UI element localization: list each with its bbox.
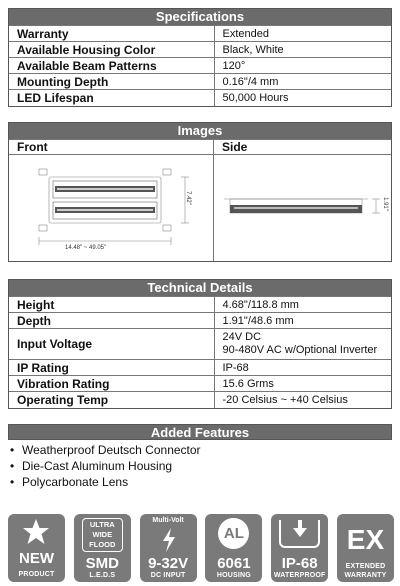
badge-title: EX [346,524,385,555]
specifications-table [9,25,391,106]
list-item: • Die-Cast Aluminum Housing [10,459,173,473]
side-drawing [214,155,392,261]
badge-caption: PRODUCT [18,571,55,578]
feature-text: Die-Cast Aluminum Housing [22,459,173,473]
spec-label: Mounting Depth [9,74,214,90]
tech-label: Depth [9,313,214,329]
spec-label: LED Lifespan [9,90,214,106]
table-row [9,26,391,42]
list-item: • Weatherproof Deutsch Connector [10,443,201,457]
front-label: Front [9,140,214,154]
smd-line2: WIDE [92,530,113,539]
ip68-waterproof-badge [271,514,328,582]
badge-title: SMD [85,555,119,572]
tech-value: IP-68 [214,360,391,376]
specifications-section [8,8,392,107]
extended-warranty-badge [337,514,394,582]
table-row [9,42,391,58]
al-circle: AL [218,518,249,549]
badge-title: 6061 [217,555,251,572]
tech-label: Operating Temp [9,392,214,408]
tech-value: 4.68"/118.8 mm [214,297,391,313]
badges-row [8,514,394,582]
smd-line1: ULTRA [89,520,115,529]
badge-title: 9-32V [148,555,189,572]
spec-label: Available Beam Patterns [9,58,214,74]
tech-value: -20 Celsius ~ +40 Celsius [214,392,391,408]
new-product-badge [8,514,65,582]
technical-table [9,296,391,408]
badge-title: IP-68 [281,555,318,572]
side-view-drawing [214,155,392,262]
voltage-dc: 24V DC [222,331,262,343]
smd-leds-badge [74,514,131,582]
tech-label: Height [9,297,214,313]
table-row [9,329,391,360]
technical-header: Technical Details [9,280,391,296]
images-section [8,122,392,262]
front-height-dimension: 7.42" [184,191,191,205]
tech-label: Vibration Rating [9,376,214,392]
table-row [9,74,391,90]
badge-caption: HOUSING [216,572,251,579]
lightning-icon [161,528,177,552]
tech-label: Input Voltage [9,329,214,360]
down-arrow-icon [293,520,307,538]
badge-caption: WATERPROOF [273,572,326,579]
front-view-drawing [9,155,213,262]
technical-section [8,279,392,409]
spec-value: 0.16"/4 mm [214,74,391,90]
ultra-wide-flood-box [82,518,123,552]
features-list [8,442,392,490]
spec-value: 120° [214,58,391,74]
specifications-header: Specifications [9,9,391,25]
badge-top-label: Multi-Volt [152,517,184,524]
features-header: Added Features [8,424,392,440]
tech-value: 1.91"/48.6 mm [214,313,391,329]
features-section [8,424,392,490]
smd-line3: FLOOD [89,540,116,549]
table-row [9,90,391,106]
badge-title: NEW [19,550,54,567]
multi-volt-badge [140,514,197,582]
table-row [9,297,391,313]
table-row [9,313,391,329]
star-icon [21,518,51,546]
badge-caption: L.E.D.S [89,572,116,579]
tech-value [214,329,391,360]
spec-value: Black, White [214,42,391,58]
badge-caption: DC INPUT [150,572,186,579]
list-item: • Polycarbonate Lens [10,475,129,489]
table-row [9,392,391,408]
spec-label: Warranty [9,26,214,42]
table-row [9,360,391,376]
spec-label: Available Housing Color [9,42,214,58]
front-drawing [9,155,214,261]
feature-text: Polycarbonate Lens [22,475,129,489]
table-row [9,376,391,392]
table-row [9,58,391,74]
front-width-dimension: 14.48" ~ 49.05" [65,245,107,251]
voltage-ac: 90-480V AC w/Optional Inverter [222,344,378,356]
badge-caption: EXTENDED [345,563,386,570]
spec-value: 50,000 Hours [214,90,391,106]
aluminum-housing-badge [205,514,262,582]
spec-value: Extended [214,26,391,42]
side-label: Side [222,140,248,154]
tech-label: IP Rating [9,360,214,376]
badge-caption: WARRANTY [344,572,387,579]
tech-value: 15.6 Grms [214,376,391,392]
images-header: Images [9,123,391,139]
feature-text: Weatherproof Deutsch Connector [22,443,201,457]
side-height-dimension: 1.91" [381,197,388,211]
